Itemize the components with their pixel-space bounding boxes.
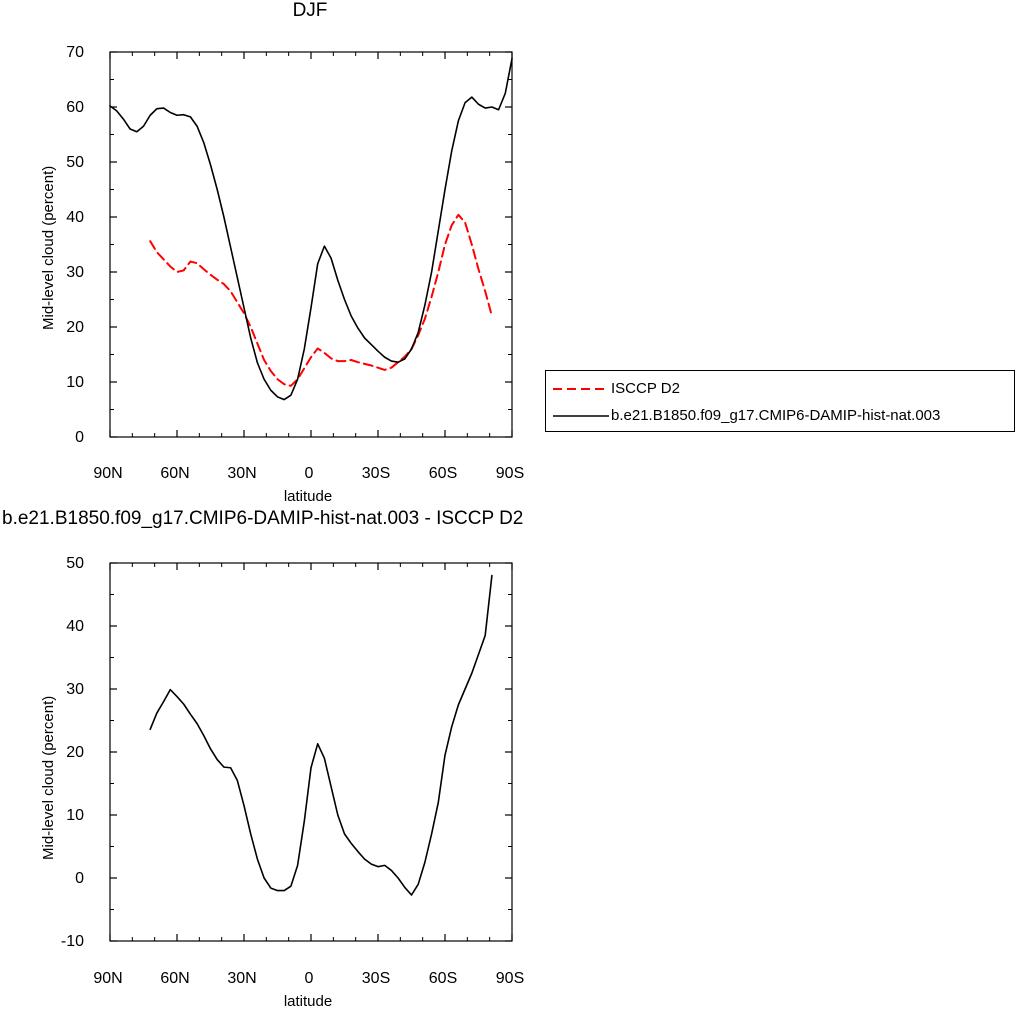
y-axis-label-top: Mid-level cloud (percent) (40, 165, 57, 330)
y-tick-label: 20 (66, 744, 84, 761)
y-tick-label: 70 (66, 44, 84, 61)
y-tick-label: 10 (66, 807, 84, 824)
legend-label: b.e21.B1850.f09_g17.CMIP6-DAMIP-hist-nat.003 (611, 407, 941, 424)
x-tick-label: 60N (160, 465, 190, 482)
diff-panel-title: b.e21.B1850.f09_g17.CMIP6-DAMIP-hist-nat.003 - ISCCP D2 (2, 508, 524, 529)
chart-panel-bottom (0, 530, 540, 1024)
y-tick-label: 20 (66, 319, 84, 336)
legend-label: ISCCP D2 (611, 380, 680, 397)
x-tick-label: 60S (428, 465, 458, 482)
x-tick-label: 60S (428, 970, 458, 987)
x-axis-label-top: latitude (283, 488, 333, 505)
legend-swatch-solid-icon (553, 413, 609, 419)
y-tick-label: 40 (66, 618, 84, 635)
legend-item-model[interactable] (553, 407, 940, 424)
y-tick-label: 10 (66, 374, 84, 391)
x-tick-label: 0 (304, 465, 314, 482)
y-axis-label-bottom: Mid-level cloud (percent) (40, 695, 57, 860)
page-title: DJF (292, 0, 328, 21)
x-axis-label-bottom: latitude (283, 993, 333, 1010)
y-tick-label: 0 (75, 870, 84, 887)
plot-area-bottom (0, 530, 540, 1024)
x-tick-label: 30S (361, 970, 391, 987)
y-tick-label: 50 (66, 154, 84, 171)
legend-item-isccp[interactable] (553, 380, 680, 397)
x-tick-label: 60N (160, 970, 190, 987)
x-tick-label: 30N (227, 970, 257, 987)
x-tick-label: 90S (495, 970, 525, 987)
plot-area-top (0, 0, 540, 500)
x-tick-label: 30N (227, 465, 257, 482)
x-tick-label: 90N (93, 465, 123, 482)
y-tick-label: 0 (75, 429, 84, 446)
y-tick-label: 50 (66, 555, 84, 572)
y-tick-label: 40 (66, 209, 84, 226)
x-tick-label: 30S (361, 465, 391, 482)
y-tick-label: 30 (66, 264, 84, 281)
legend-swatch-dashed-icon (553, 386, 609, 392)
y-tick-label: 60 (66, 99, 84, 116)
y-tick-label: 30 (66, 681, 84, 698)
chart-panel-top (0, 0, 540, 505)
x-tick-label: 90N (93, 970, 123, 987)
x-tick-label: 0 (304, 970, 314, 987)
x-tick-label: 90S (495, 465, 525, 482)
y-tick-label: -10 (60, 933, 84, 950)
